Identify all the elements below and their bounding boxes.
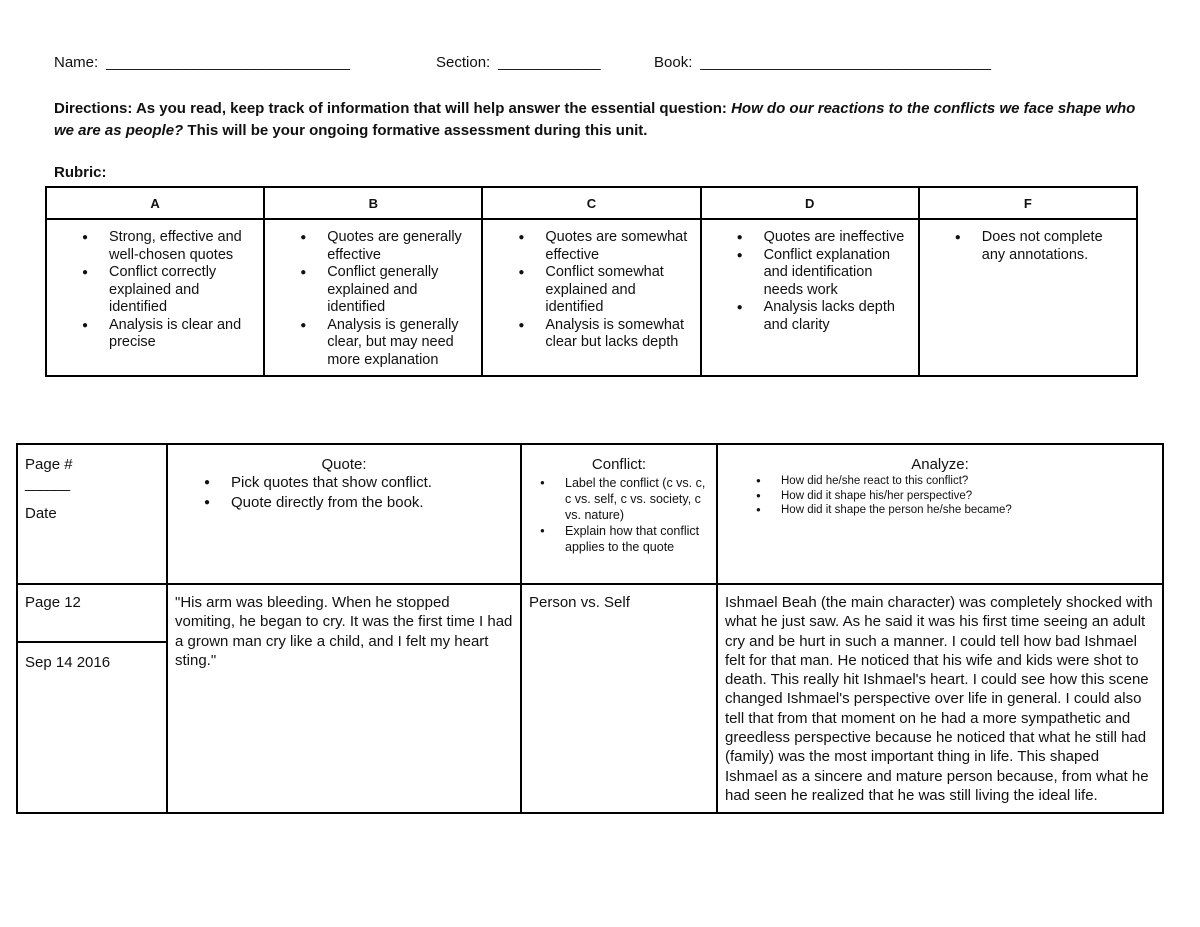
rubric-item: ● Analysis is generally clear, but may need more explanation [327, 317, 473, 370]
rubric-item: ● Conflict generally explained and identified [327, 264, 473, 317]
page-number-label: Page # [25, 456, 73, 473]
table-row [17, 584, 1163, 813]
quote-title: Quote: [321, 456, 367, 473]
rubric-grade-b: B [264, 187, 482, 219]
rubric-label: Rubric: [54, 164, 107, 181]
rubric-item: ● Quotes are ineffective [764, 229, 910, 247]
book-blank-line[interactable]: _____________________________________ [700, 54, 991, 71]
rubric-item: ● Conflict explanation and identification needs work [764, 247, 910, 300]
rubric-grade-f: F [919, 187, 1137, 219]
name-label: Name: [54, 54, 99, 71]
page-number-value[interactable]: Page 12 [18, 585, 166, 643]
rubric-criteria-b [264, 219, 482, 376]
rubric-criteria-a [46, 219, 264, 376]
book-label: Book: [654, 54, 693, 71]
book-field[interactable] [654, 54, 991, 71]
quote-cell[interactable]: "His arm was bleeding. When he stopped vomiting, he began to cry. It was the first time I had a grown man cry like a child, and I felt my heart sting." [167, 584, 521, 813]
date-label: Date [25, 505, 57, 522]
analysis-cell[interactable]: Ishmael Beah (the main character) was completely shocked with what he just saw. As he said it was his first time seeing an adult cry and be hurt in such a manner. I could tell how bad Ishmael felt for that man. He noticed that his wife and kids were shot to death. This really hit Ishmael's heart. I could see how this scene changed Ishmael's perspective over life in general. I could also tell that from that moment on he had a more sympathetic and greedless perspective because he noticed that what he still had (family) was the most important thing in life. This shaped Ishmael as a sincere and mature person because, from what he had seen he realized that he was still living the ideal life. [717, 584, 1163, 813]
analyze-instruction: ● How did it shape his/her perspective? [781, 489, 1161, 504]
analyze-instruction: ● How did it shape the person he/she became? [781, 503, 1161, 518]
page-date-cell [17, 584, 167, 813]
directions-tail: This will be your ongoing formative assessment during this unit. [183, 122, 648, 139]
analyze-header [717, 444, 1163, 584]
name-blank-line[interactable]: _______________________________ [106, 54, 350, 71]
rubric-criteria-row [46, 219, 1137, 376]
rubric-criteria-d [701, 219, 919, 376]
directions-lead: Directions: As you read, keep track of information that will help answer the essential question: [54, 100, 732, 117]
rubric-header-row [46, 187, 1137, 219]
section-blank-line[interactable]: _____________ [498, 54, 601, 71]
rubric-item: ● Analysis lacks depth and clarity [764, 299, 910, 334]
rubric-criteria-f [919, 219, 1137, 376]
rubric-item: ● Strong, effective and well-chosen quotes [109, 229, 255, 264]
rubric-item: ● Analysis is clear and precise [109, 317, 255, 352]
quote-instruction: ● Pick quotes that show conflict. [231, 473, 519, 493]
section-label: Section: [436, 54, 491, 71]
rubric-criteria-c [482, 219, 700, 376]
annotation-table [16, 443, 1164, 814]
rubric-item: ● Quotes are somewhat effective [545, 229, 691, 264]
rubric-grade-a: A [46, 187, 264, 219]
conflict-instruction: ● Label the conflict (c vs. c, c vs. self, c vs. society, c vs. nature) [565, 475, 715, 523]
annotation-header-row [17, 444, 1163, 584]
quote-instruction: ● Quote directly from the book. [231, 493, 519, 513]
rubric-grade-d: D [701, 187, 919, 219]
date-value[interactable]: Sep 14 2016 [25, 654, 111, 671]
quote-header [167, 444, 521, 584]
conflict-cell[interactable]: Person vs. Self [521, 584, 717, 813]
name-field[interactable] [54, 54, 349, 71]
rubric-item: ● Conflict correctly explained and identified [109, 264, 255, 317]
conflict-instruction: ● Explain how that conflict applies to the quote [565, 523, 715, 555]
rubric-item: ● Does not complete any annotations. [982, 229, 1128, 264]
rubric-item: ● Analysis is somewhat clear but lacks depth [545, 317, 691, 352]
rubric-item: ● Conflict somewhat explained and identified [545, 264, 691, 317]
analyze-title: Analyze: [911, 456, 969, 473]
conflict-header [521, 444, 717, 584]
essential-question: How do our reactions to the conflicts we face shape who we are as people? [54, 100, 1136, 139]
rubric-grade-c: C [482, 187, 700, 219]
conflict-title: Conflict: [591, 456, 647, 473]
page-number-line: ______ [25, 475, 70, 492]
analyze-instruction: ● How did he/she react to this conflict? [781, 474, 1161, 489]
section-field[interactable] [436, 54, 600, 71]
student-info-row [54, 54, 1154, 74]
rubric-table [45, 186, 1138, 377]
rubric-item: ● Quotes are generally effective [327, 229, 473, 264]
page-date-header [17, 444, 167, 584]
directions-text [54, 98, 1149, 142]
